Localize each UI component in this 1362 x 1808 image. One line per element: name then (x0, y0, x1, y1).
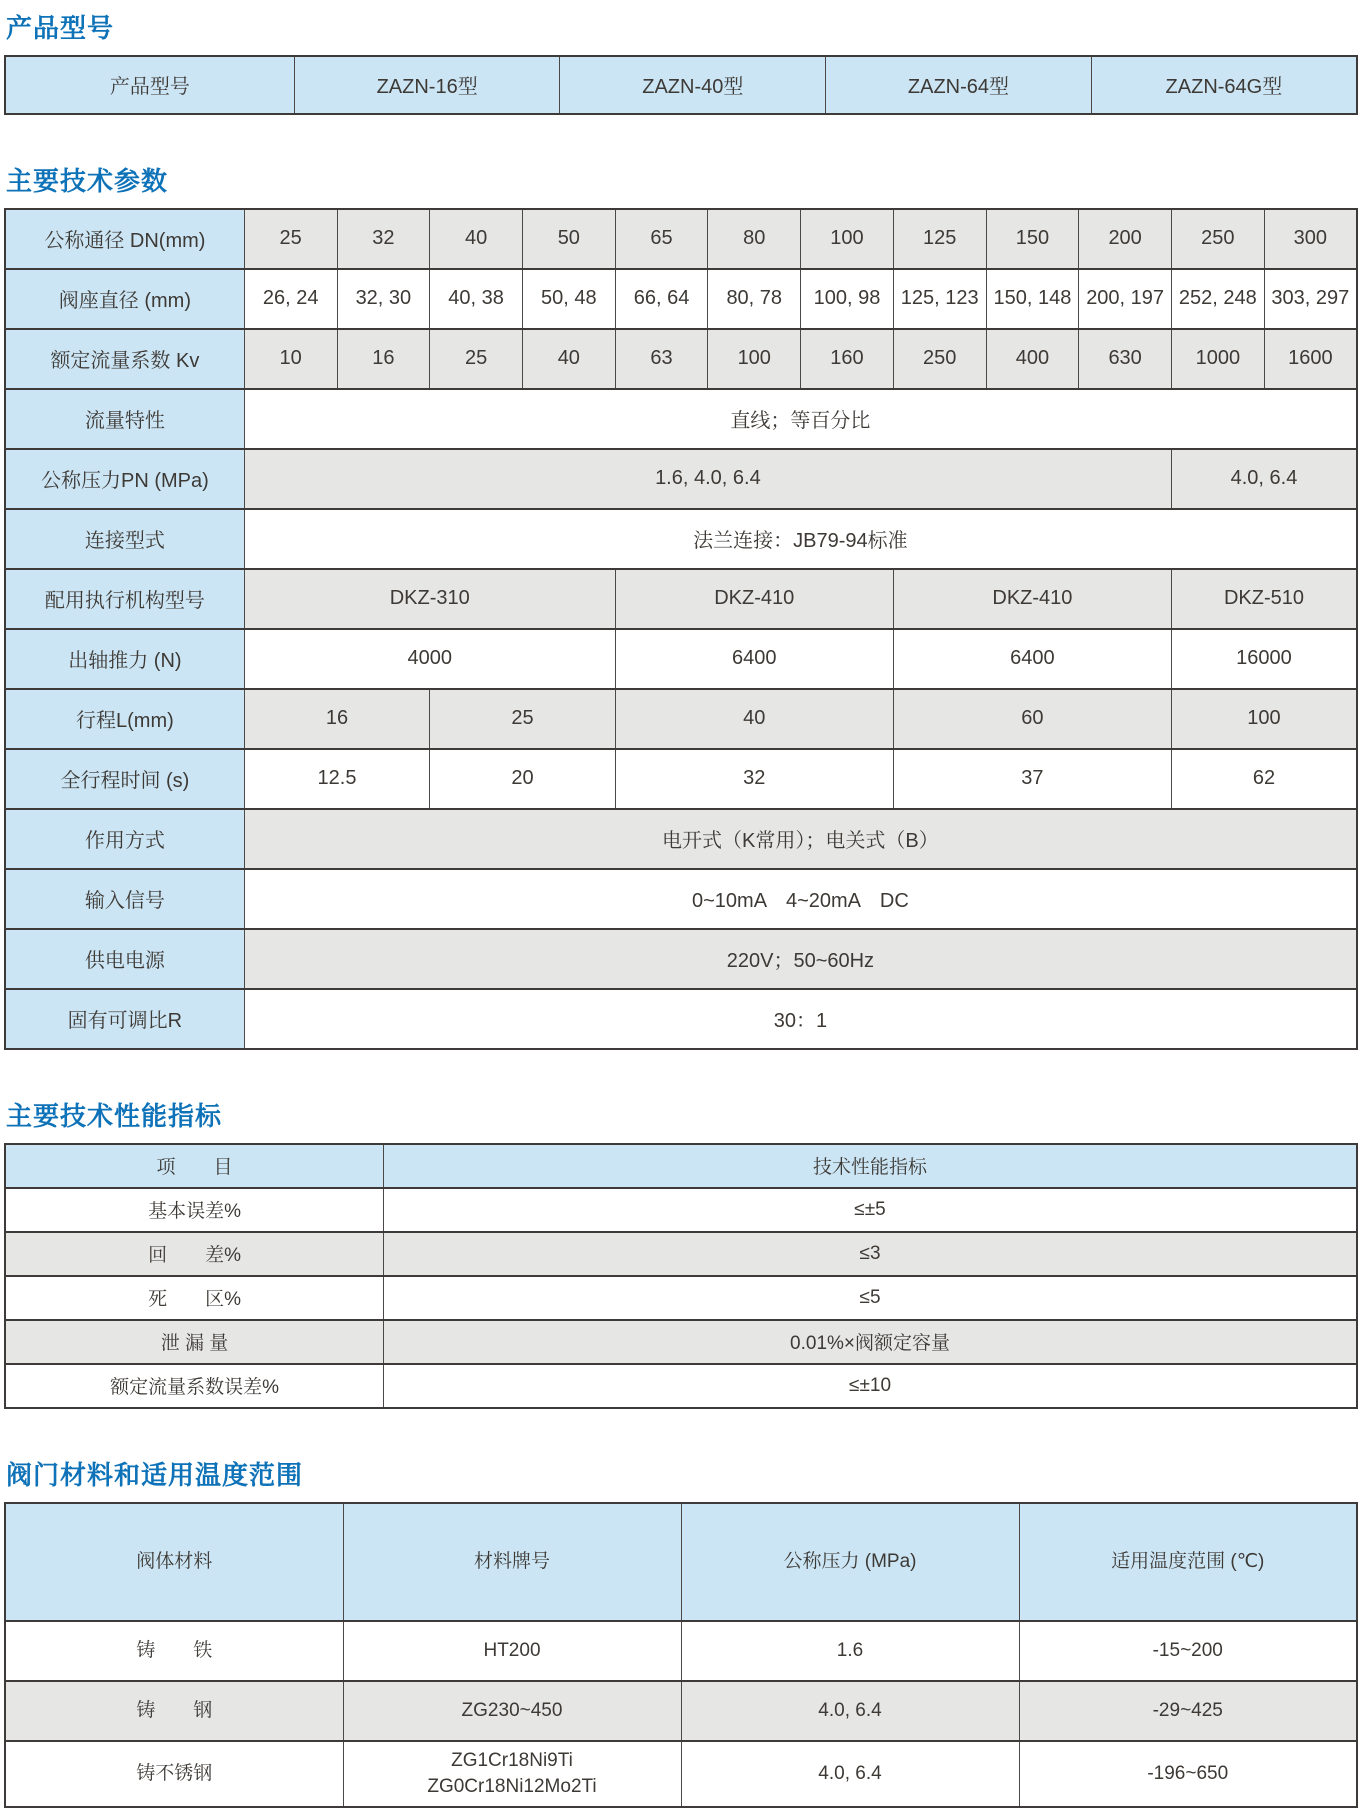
param-row (5, 809, 1357, 869)
materials-cell: ZG1Cr18Ni9Ti ZG0Cr18Ni12Mo2Ti (343, 1741, 681, 1807)
param-value-cell: 250 (893, 329, 986, 389)
param-value-cell: DKZ-510 (1171, 569, 1357, 629)
param-row (5, 509, 1357, 569)
product-model-row (5, 56, 1357, 114)
param-value-cell: 50 (522, 209, 615, 269)
perf-item-cell: 死 区% (5, 1276, 384, 1320)
param-row (5, 449, 1357, 509)
param-row-label: 全行程时间 (s) (5, 749, 244, 809)
param-row (5, 329, 1357, 389)
param-value-cell: 630 (1079, 329, 1172, 389)
param-value-cell: 160 (801, 329, 894, 389)
param-row (5, 689, 1357, 749)
param-value-cell: DKZ-410 (615, 569, 893, 629)
param-value-cell: 16 (244, 689, 429, 749)
perf-item-cell: 基本误差% (5, 1188, 384, 1232)
materials-cell: HT200 (343, 1621, 681, 1681)
perf-value-cell: ≤±5 (384, 1188, 1357, 1232)
param-row-label: 公称通径 DN(mm) (5, 209, 244, 269)
materials-cell: -15~200 (1019, 1621, 1357, 1681)
param-value-cell: 40 (615, 689, 893, 749)
product-model-cell: ZAZN-40型 (560, 56, 826, 114)
param-value-cell: 6400 (893, 629, 1171, 689)
param-row (5, 209, 1357, 269)
param-value-cell: 25 (244, 209, 337, 269)
materials-header-row (5, 1503, 1357, 1621)
param-value-cell: 100 (1171, 689, 1357, 749)
materials-cell: -29~425 (1019, 1681, 1357, 1741)
materials-header-cell: 适用温度范围 (℃) (1019, 1503, 1357, 1621)
materials-cell: 铸 钢 (5, 1681, 343, 1741)
param-value-cell: 25 (430, 329, 523, 389)
param-value-cell: 30：1 (244, 989, 1357, 1049)
param-row-label: 配用执行机构型号 (5, 569, 244, 629)
param-value-cell: 1600 (1264, 329, 1357, 389)
perf-value-cell: 0.01%×阀额定容量 (384, 1320, 1357, 1364)
param-row (5, 749, 1357, 809)
param-value-cell: 62 (1171, 749, 1357, 809)
perf-header-value: 技术性能指标 (384, 1144, 1357, 1188)
perf-value-cell: ≤±10 (384, 1364, 1357, 1408)
param-value-cell: 32 (337, 209, 430, 269)
param-value-cell: 400 (986, 329, 1079, 389)
materials-cell: -196~650 (1019, 1741, 1357, 1807)
product-model-row-label: 产品型号 (5, 56, 294, 114)
param-value-cell: 80 (708, 209, 801, 269)
param-value-cell: 25 (430, 689, 615, 749)
materials-row (5, 1621, 1357, 1681)
param-value-cell: 250 (1171, 209, 1264, 269)
param-row-label: 作用方式 (5, 809, 244, 869)
param-value-cell: 16000 (1171, 629, 1357, 689)
product-model-table (4, 55, 1358, 115)
param-value-cell: 303, 297 (1264, 269, 1357, 329)
section-heading-product-model: 产品型号 (6, 13, 115, 43)
param-value-cell: 0~10mA 4~20mA DC (244, 869, 1357, 929)
param-value-cell: 60 (893, 689, 1171, 749)
section-heading-performance: 主要技术性能指标 (6, 1100, 223, 1131)
param-value-cell: 50, 48 (522, 269, 615, 329)
materials-header-cell: 公称压力 (MPa) (681, 1503, 1019, 1621)
perf-row (5, 1232, 1357, 1276)
materials-table (4, 1502, 1358, 1808)
param-row-label: 连接型式 (5, 509, 244, 569)
materials-cell: 铸 铁 (5, 1621, 343, 1681)
section-heading-materials: 阀门材料和适用温度范围 (6, 1459, 304, 1490)
param-value-cell: 32 (615, 749, 893, 809)
param-value-cell: 252, 248 (1171, 269, 1264, 329)
param-value-cell: 40, 38 (430, 269, 523, 329)
param-value-cell: 4000 (244, 629, 615, 689)
param-row (5, 989, 1357, 1049)
perf-item-cell: 回 差% (5, 1232, 384, 1276)
param-value-cell: 300 (1264, 209, 1357, 269)
materials-cell: 1.6 (681, 1621, 1019, 1681)
param-value-cell: 1.6, 4.0, 6.4 (244, 449, 1171, 509)
param-value-cell: 125 (893, 209, 986, 269)
param-value-cell: 40 (522, 329, 615, 389)
param-value-cell: 16 (337, 329, 430, 389)
param-value-cell: 直线；等百分比 (244, 389, 1357, 449)
param-value-cell: DKZ-410 (893, 569, 1171, 629)
param-row-label: 阀座直径 (mm) (5, 269, 244, 329)
param-row (5, 569, 1357, 629)
param-value-cell: 220V；50~60Hz (244, 929, 1357, 989)
product-model-cell: ZAZN-16型 (294, 56, 560, 114)
param-value-cell: 37 (893, 749, 1171, 809)
materials-cell: ZG230~450 (343, 1681, 681, 1741)
param-value-cell: 电开式（K常用）；电关式（B） (244, 809, 1357, 869)
param-value-cell: 12.5 (244, 749, 429, 809)
materials-cell: 4.0, 6.4 (681, 1681, 1019, 1741)
param-row-label: 流量特性 (5, 389, 244, 449)
param-row (5, 389, 1357, 449)
param-value-cell: DKZ-310 (244, 569, 615, 629)
materials-cell: 铸不锈钢 (5, 1741, 343, 1807)
param-value-cell: 63 (615, 329, 708, 389)
perf-value-cell: ≤3 (384, 1232, 1357, 1276)
param-value-cell: 10 (244, 329, 337, 389)
param-row (5, 869, 1357, 929)
param-value-cell: 40 (430, 209, 523, 269)
param-row (5, 629, 1357, 689)
materials-row (5, 1741, 1357, 1807)
materials-header-cell: 阀体材料 (5, 1503, 343, 1621)
section-heading-tech-params: 主要技术参数 (6, 165, 169, 196)
perf-value-cell: ≤5 (384, 1276, 1357, 1320)
param-value-cell: 100 (801, 209, 894, 269)
param-row (5, 929, 1357, 989)
param-value-cell: 200, 197 (1079, 269, 1172, 329)
materials-header-cell: 材料牌号 (343, 1503, 681, 1621)
tech-params-table (4, 208, 1358, 1050)
perf-row (5, 1188, 1357, 1232)
product-model-cell: ZAZN-64型 (826, 56, 1092, 114)
param-value-cell: 65 (615, 209, 708, 269)
param-value-cell: 6400 (615, 629, 893, 689)
param-value-cell: 200 (1079, 209, 1172, 269)
param-value-cell: 66, 64 (615, 269, 708, 329)
param-row-label: 行程L(mm) (5, 689, 244, 749)
param-value-cell: 150, 148 (986, 269, 1079, 329)
perf-row (5, 1364, 1357, 1408)
perf-header-item: 项 目 (5, 1144, 384, 1188)
perf-item-cell: 额定流量系数误差% (5, 1364, 384, 1408)
param-value-cell: 4.0, 6.4 (1171, 449, 1357, 509)
param-value-cell: 26, 24 (244, 269, 337, 329)
param-row-label: 输入信号 (5, 869, 244, 929)
param-row-label: 固有可调比R (5, 989, 244, 1049)
param-value-cell: 150 (986, 209, 1079, 269)
param-value-cell: 20 (430, 749, 615, 809)
perf-item-cell: 泄 漏 量 (5, 1320, 384, 1364)
param-row-label: 供电电源 (5, 929, 244, 989)
param-value-cell: 100 (708, 329, 801, 389)
perf-row (5, 1320, 1357, 1364)
param-value-cell: 1000 (1171, 329, 1264, 389)
param-row-label: 出轴推力 (N) (5, 629, 244, 689)
param-value-cell: 法兰连接：JB79-94标准 (244, 509, 1357, 569)
param-row (5, 269, 1357, 329)
perf-header-row (5, 1144, 1357, 1188)
param-row-label: 公称压力PN (MPa) (5, 449, 244, 509)
perf-row (5, 1276, 1357, 1320)
param-value-cell: 125, 123 (893, 269, 986, 329)
materials-cell: 4.0, 6.4 (681, 1741, 1019, 1807)
param-value-cell: 100, 98 (801, 269, 894, 329)
param-value-cell: 32, 30 (337, 269, 430, 329)
performance-table (4, 1143, 1358, 1409)
param-row-label: 额定流量系数 Kv (5, 329, 244, 389)
materials-row (5, 1681, 1357, 1741)
param-value-cell: 80, 78 (708, 269, 801, 329)
product-model-cell: ZAZN-64G型 (1091, 56, 1357, 114)
